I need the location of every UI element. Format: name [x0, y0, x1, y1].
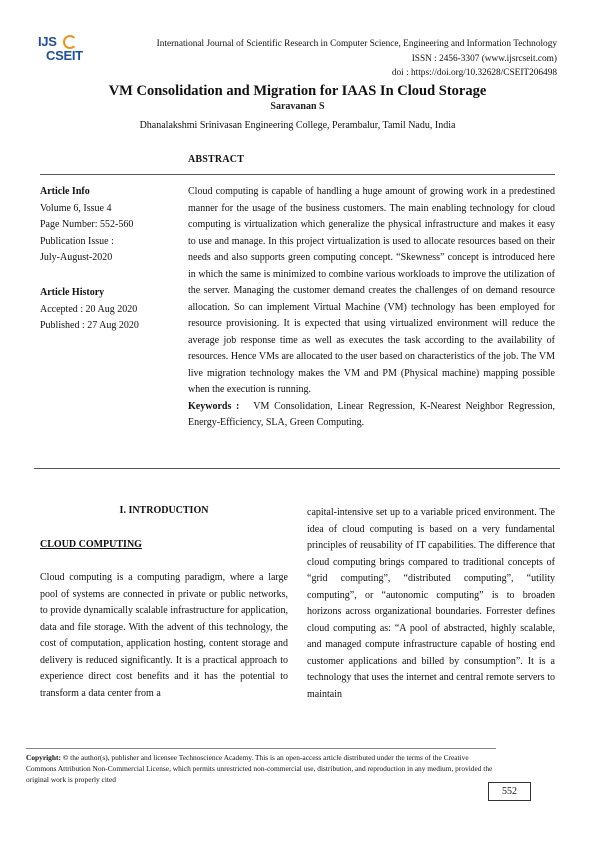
abstract-heading: ABSTRACT [188, 154, 245, 165]
paper-author: Saravanan S [270, 101, 325, 112]
article-history-heading: Article History [40, 287, 105, 298]
body-column-right [307, 505, 555, 703]
article-history [40, 285, 180, 335]
publication-issue: July-August-2020 [40, 252, 113, 263]
journal-name: International Journal of Scientific Research in Computer Science, Engineering and Information Technology [156, 39, 557, 49]
keywords [188, 399, 555, 432]
paper-affiliation: Dhanalakshmi Srinivasan Engineering College, Perambalur, Tamil Nadu, India [139, 120, 456, 131]
journal-doi: doi : https://doi.org/10.32628/CSEIT206498 [391, 68, 557, 78]
accepted-date: Accepted : 20 Aug 2020 [40, 303, 138, 315]
abstract-top-divider [40, 174, 555, 175]
body-paragraph: capital-intensive set up to a variable priced environment. The idea of cloud computing is based on a very fundamental principles of reusability of IT capabilities. The difference that cloud computing brings compared to traditional concepts of “grid computing”, “distributed computing”, “utility computing”, or “autonomic computing” is to broaden horizons across organizational boundaries. Forrester defines cloud computing as: “A pool of abstracted, highly scalable, and managed compute infrastructure capable of hosting end customer applications and billed by consumption”. It is a technology that uses the internet and central remote servers to maintain [307, 507, 555, 700]
published-date: Published : 27 Aug 2020 [40, 320, 139, 331]
publication-issue-label: Publication Issue : [40, 235, 114, 247]
body-paragraph: Cloud computing is a computing paradigm, where a large pool of systems are connected in private or public networks, to provide dynamically scalable infrastructure for application, data and file storage. With the advent of this technology, the cost of computation, application hosting, content storage and delivery is reduced significantly. It is a practical approach to experience direct cost benefits and it has the potential to transform a data center from a [40, 572, 288, 699]
logo-text-top: IJS [38, 34, 57, 49]
keywords-label: Keywords : [188, 400, 240, 412]
abstract-bottom-divider [34, 468, 560, 469]
journal-issn: ISSN : 2456-3307 (www.ijsrcseit.com) [411, 53, 557, 64]
article-pages: Page Number: 552-560 [40, 219, 134, 230]
copyright-label: Copyright: © [26, 753, 69, 762]
journal-logo [38, 34, 92, 68]
logo-swirl-icon [63, 35, 77, 49]
keywords-text: VM Consolidation, Linear Regression, K-Nearest Neighbor Regression, Energy-Efficiency, SLA, Green Computing. [188, 400, 555, 428]
subsection-heading: CLOUD COMPUTING [40, 539, 142, 550]
article-volume: Volume 6, Issue 4 [40, 202, 112, 214]
page-number: 552 [488, 782, 531, 801]
copyright-notice [26, 752, 496, 785]
copyright-text: the author(s), publisher and licensee Technoscience Academy. This is an open-access article distributed under the terms of the Creative Commons Attribution Non-Commercial License, which permits unrestricted non-commercial use, distribution, and reproduction in any medium, provided the original work is properly cited [26, 753, 493, 784]
paper-title: VM Consolidation and Migration for IAAS In Cloud Storage [108, 83, 487, 99]
body-column-left [40, 570, 288, 702]
journal-header [87, 37, 557, 81]
logo-text-bottom: CSEIT [46, 48, 83, 63]
footer-divider [26, 748, 496, 749]
abstract-text: Cloud computing is capable of handling a huge amount of growing work in a predestined manner for the usage of the business customers. The main enabling technology for cloud computing is virtualization which generalize the physical infrastructure and makes it easy to use and manage. In this project virtualization is used to allocate resources based on their needs and also supports green computing concept. “Skewness” concept is introduced here in which the same is minimized to combine various workloads to improve the utilization of the server. Managing the customer demand creates the challenges of on demand resource allocation. So can implement Virtual Machine (VM) technology has been employed for resource provisioning. It is expected that using virtualized environment will reduce the average job response time as well as executes the task according to the availability of resources. Hence VMs are allocated to the user based on characteristics of the job. The VM live migration technology makes the VM and PM (Physical machine) mapping possible when the execution is running. [188, 186, 555, 395]
article-info-heading: Article Info [40, 186, 90, 197]
abstract-body [188, 184, 555, 432]
section-heading: I. INTRODUCTION [119, 505, 209, 516]
article-info [40, 184, 180, 267]
